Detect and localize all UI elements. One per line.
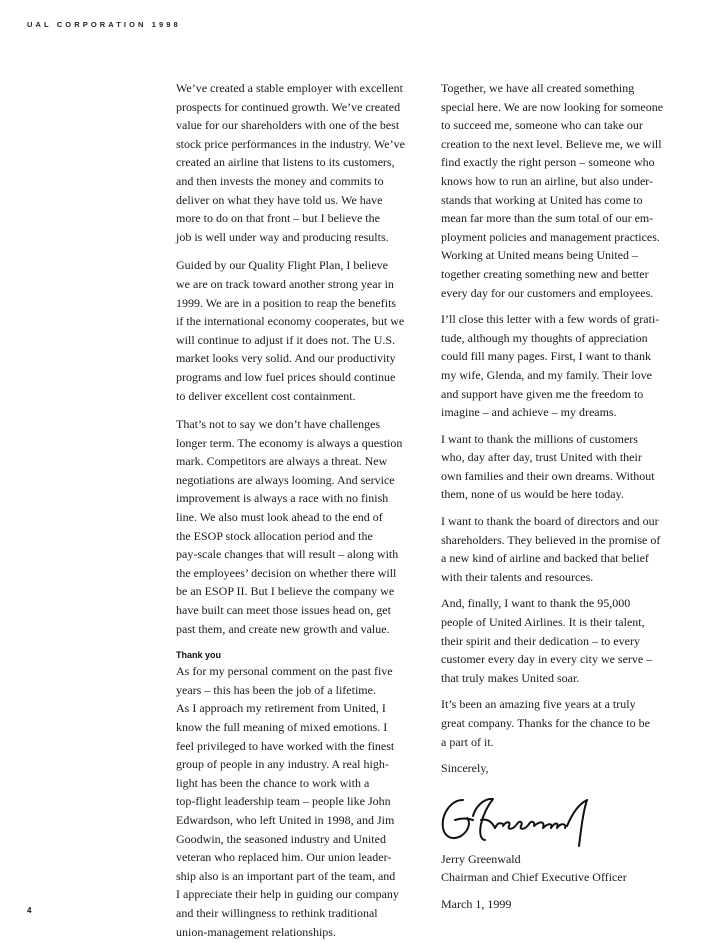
letter-date: March 1, 1999 xyxy=(441,896,512,911)
paragraph: That’s not to say we don’t have challenges longer term. The economy is always a question mark. Competitors are always a threat. New negotiations are always looming. And service improvement is always a race with no finish line. We also must look ahead to the end of the ESOP stock allocation period and the pay-scale changes that will result – along with the employees’ decision on whether there will be an ESOP II. But I believe the company we have built can meet those issues head on, get past them, and create new growth and value. xyxy=(176,417,403,636)
paragraph: Guided by our Quality Flight Plan, I believe we are on track toward another strong year in 1999. We are in a position to reap the benefits if the international economy cooperates, but we will continue to adjust if it does not. The U.S. market looks very solid. And our productivity programs and low fuel prices should continue to deliver excellent cost containment. xyxy=(176,258,405,403)
paragraph: We’ve created a stable employer with excellent prospects for continued growth. We’ve created value for our shareholders with one of the best stock price performances in the industry. We’ve created an airline that listens to its customers, and then invests the money and commits to deliver on what they have told us. We have more to do on that front – but I believe the job is well under way and producing results. xyxy=(176,81,405,244)
letter-left-column xyxy=(176,79,422,941)
paragraph: And, finally, I want to thank the 95,000 people of United Airlines. It is their talent, their spirit and their dedication – to every customer every day in every city we serve – that truly makes United soar. xyxy=(441,596,653,685)
paragraph: I want to thank the board of directors and our shareholders. They believed in the promise of a new kind of airline and backed that belief with their talents and resources. xyxy=(441,514,661,584)
paragraph: I want to thank the millions of customers who, day after day, trust United with their own families and their own dreams. Without them, none of us would be here today. xyxy=(441,431,655,502)
paragraph: Together, we have all created something special here. We are now looking for someone to succeed me, someone who can take our creation to the next level. Believe me, we will find exactly the right person – someone who knows how to run an airline, but also under- stands that working at United has come to mean far more than the sum total of our em- ployment policies and management practices. Working at United means being United – together creating something new and better every day for our customers and employees. xyxy=(441,81,664,300)
signature-image xyxy=(437,790,607,848)
paragraph: I’ll close this letter with a few words of grati- tude, although my thoughts of appreciation could fill many pages. First, I want to thank my wife, Glenda, and my family. Their love and support have given me the freedom to imagine – and achieve – my dreams. xyxy=(441,312,660,420)
signer-title: Chairman and Chief Executive Officer xyxy=(441,870,627,885)
letter-right-column xyxy=(441,79,691,914)
paragraph: It’s been an amazing five years at a truly great company. Thanks for the chance to be a part of it. xyxy=(441,697,650,749)
section-subhead: Thank you xyxy=(176,650,222,661)
page-number: 4 xyxy=(27,906,32,915)
running-head: UAL CORPORATION 1998 xyxy=(27,20,181,29)
closing: Sincerely, xyxy=(441,761,489,776)
paragraph: As for my personal comment on the past five years – this has been the job of a lifetime. As I approach my retirement from United, I know the full meaning of mixed emotions. I feel privileged to have worked with the finest group of people in any industry. A real high- light has been the chance to work with a top-flight leadership team – people like John Edwardson, who left United in 1998, and Jim Goodwin, the seasoned industry and United veteran who replaced him. Our union leader- ship also is an important part of the team, and I appreciate their help in guiding our company and their willingness to rethink traditional union-management relationships. xyxy=(176,664,399,939)
signer-name: Jerry Greenwald xyxy=(441,851,521,866)
